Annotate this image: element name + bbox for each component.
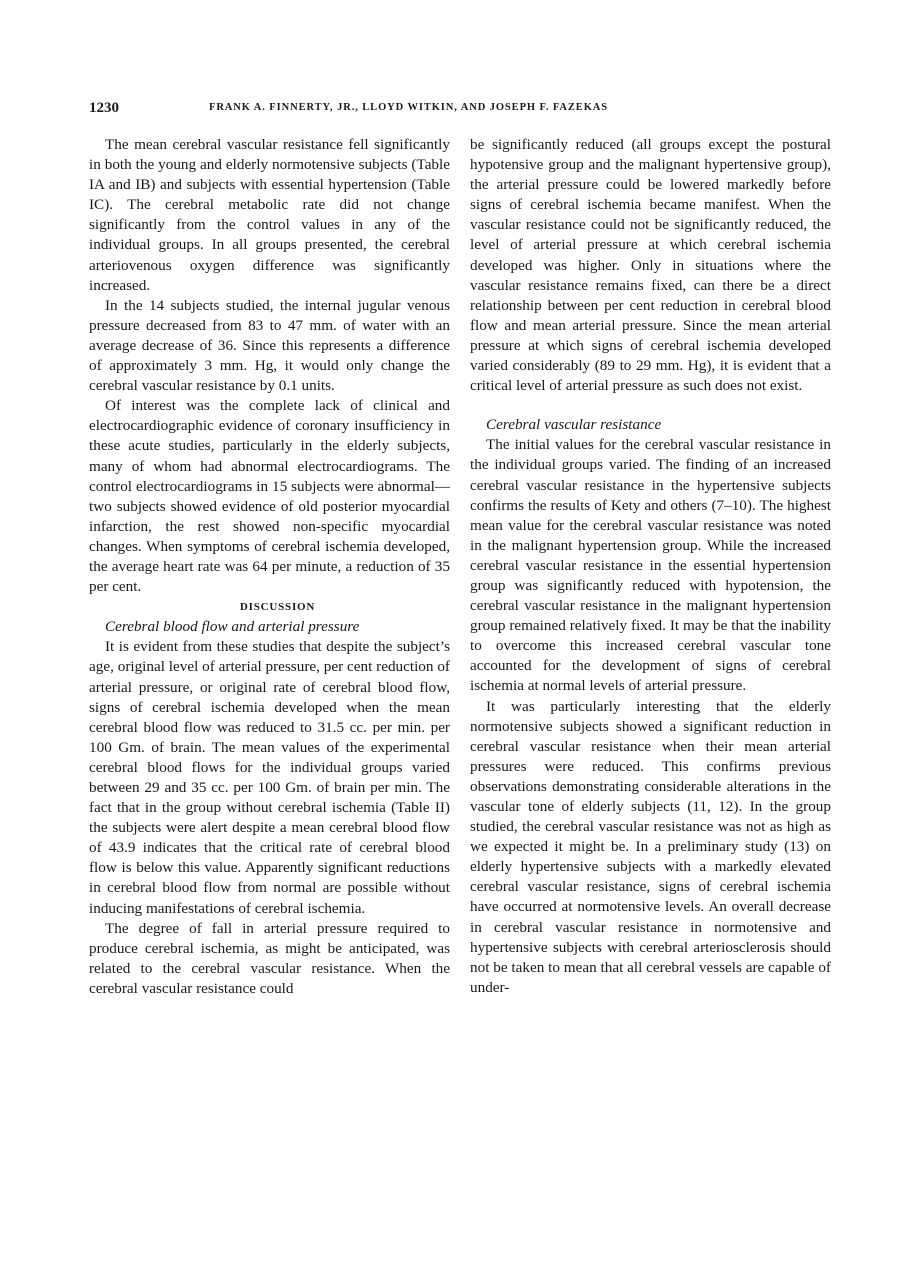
subheading-vascular-resistance: Cerebral vascular resistance xyxy=(486,416,662,434)
paragraph-coronary-evidence: Of interest was the complete lack of clinical and electrocardiographic evidence of coronary insufficiency in these acute studies, particularly in the elderly subjects, many of whom had abnormal electrocardiograms. The control electrocardiograms in 15 subjects were abnormal—two subjects showed evidence of old posterior myocardial infarction, the rest showed non-specific myocardial changes. When symptoms of cerebral ischemia developed, the average heart rate was 64 per minute, a reduction of 35 per cent. xyxy=(89,397,450,596)
subheading-blood-flow: Cerebral blood flow and arterial pressure xyxy=(105,618,360,636)
paragraph-elderly-normotensive: It was particularly interesting that the elderly normotensive subjects showed a significant reduction in cerebral vascular resistance when their mean arterial pressures were reduced. This confirms previous observations demonstrating considerable alterations in the vascular tone of elderly subjects (11, 12). In the group studied, the cerebral vascular resistance was not as high as we expected it might be. In a preliminary study (13) on elderly hypertensive subjects with a markedly elevated cerebral vascular resistance, signs of cerebral ischemia have occurred at normotensive levels. An overall decrease in cerebral vascular resistance in normotensive and hypertensive subjects with cerebral arteriosclerosis should not be taken to mean that all cerebral vessels are capable of under- xyxy=(470,697,831,996)
paragraph-initial-values: The initial values for the cerebral vascular resistance in the individual groups varied. The finding of an increased cerebral vascular resistance in the hypertensive subjects confirms the results of Kety and others (7–10). The highest mean value for the cerebral vascular resistance was noted in the malignant hypertension group. While the increased cerebral vascular resistance in the essential hypertension group was significantly reduced with hypotension, the cerebral vascular resistance in the malignant hypertension group remained relatively fixed. It may be that the inability to overcome this increased cerebral vascular tone accounted for the development of signs of cerebral ischemia at normal levels of arterial pressure. xyxy=(470,436,831,695)
paragraph-continuation: be significantly reduced (all groups except the postural hypotensive group and the malignant hypertensive group), the arterial pressure could be lowered markedly before signs of cerebral ischemia became manifest. When the vascular resistance could not be significantly reduced, the level of arterial pressure at which cerebral ischemia developed was higher. Only in situations where the vascular resistance remains fixed, can there be a direct relationship between per cent reduction in cerebral blood flow and mean arterial pressure. Since the mean arterial pressure at which signs of cerebral ischemia developed varied considerably (89 to 29 mm. Hg), it is evident that a critical level of arterial pressure as such does not exist. xyxy=(470,136,831,395)
paragraph-resistance-results: The mean cerebral vascular resistance fell significantly in both the young and elderly normotensive subjects (Table IA and IB) and subjects with essential hypertension (Table IC). The cerebral metabolic rate did not change significantly from the control values in any of the individual groups. In all groups presented, the cerebral arteriovenous oxygen difference was significantly increased. xyxy=(89,136,450,294)
paragraph-blood-flow-evidence: It is evident from these studies that despite the subject’s age, original level of arterial pressure, per cent reduction of arterial pressure, or original rate of cerebral blood flow, signs of cerebral ischemia developed when the mean cerebral blood flow was reduced to 31.5 cc. per min. per 100 Gm. of brain. The mean values of the experimental cerebral blood flows for the individual groups varied between 29 and 35 cc. per 100 Gm. of brain per min. The fact that in the group without cerebral ischemia (Table II) the subjects were alert despite a mean cerebral blood flow of 43.9 indicates that the critical rate of cerebral blood flow is below this value. Apparently significant reductions in cerebral blood flow from normal are possible without inducing manifestations of cerebral ischemia. xyxy=(89,638,450,917)
right-column xyxy=(470,135,831,998)
page-number: 1230 xyxy=(89,100,119,116)
running-head-authors: FRANK A. FINNERTY, JR., LLOYD WITKIN, AND JOSEPH F. FAZEKAS xyxy=(209,102,608,113)
left-column xyxy=(89,135,450,999)
section-heading-discussion: DISCUSSION xyxy=(239,601,316,614)
paragraph-jugular-pressure: In the 14 subjects studied, the internal jugular venous pressure decreased from 83 to 47 mm. of water with an average decrease of 36. Since this represents a difference of approximately 3 mm. Hg, it would only change the cerebral vascular resistance by 0.1 units. xyxy=(89,296,450,395)
page-header xyxy=(89,100,831,120)
paragraph-arterial-fall: The degree of fall in arterial pressure required to produce cerebral ischemia, as might be anticipated, was related to the cerebral vascular resistance. When the cerebral vascular resistance could xyxy=(89,919,450,997)
